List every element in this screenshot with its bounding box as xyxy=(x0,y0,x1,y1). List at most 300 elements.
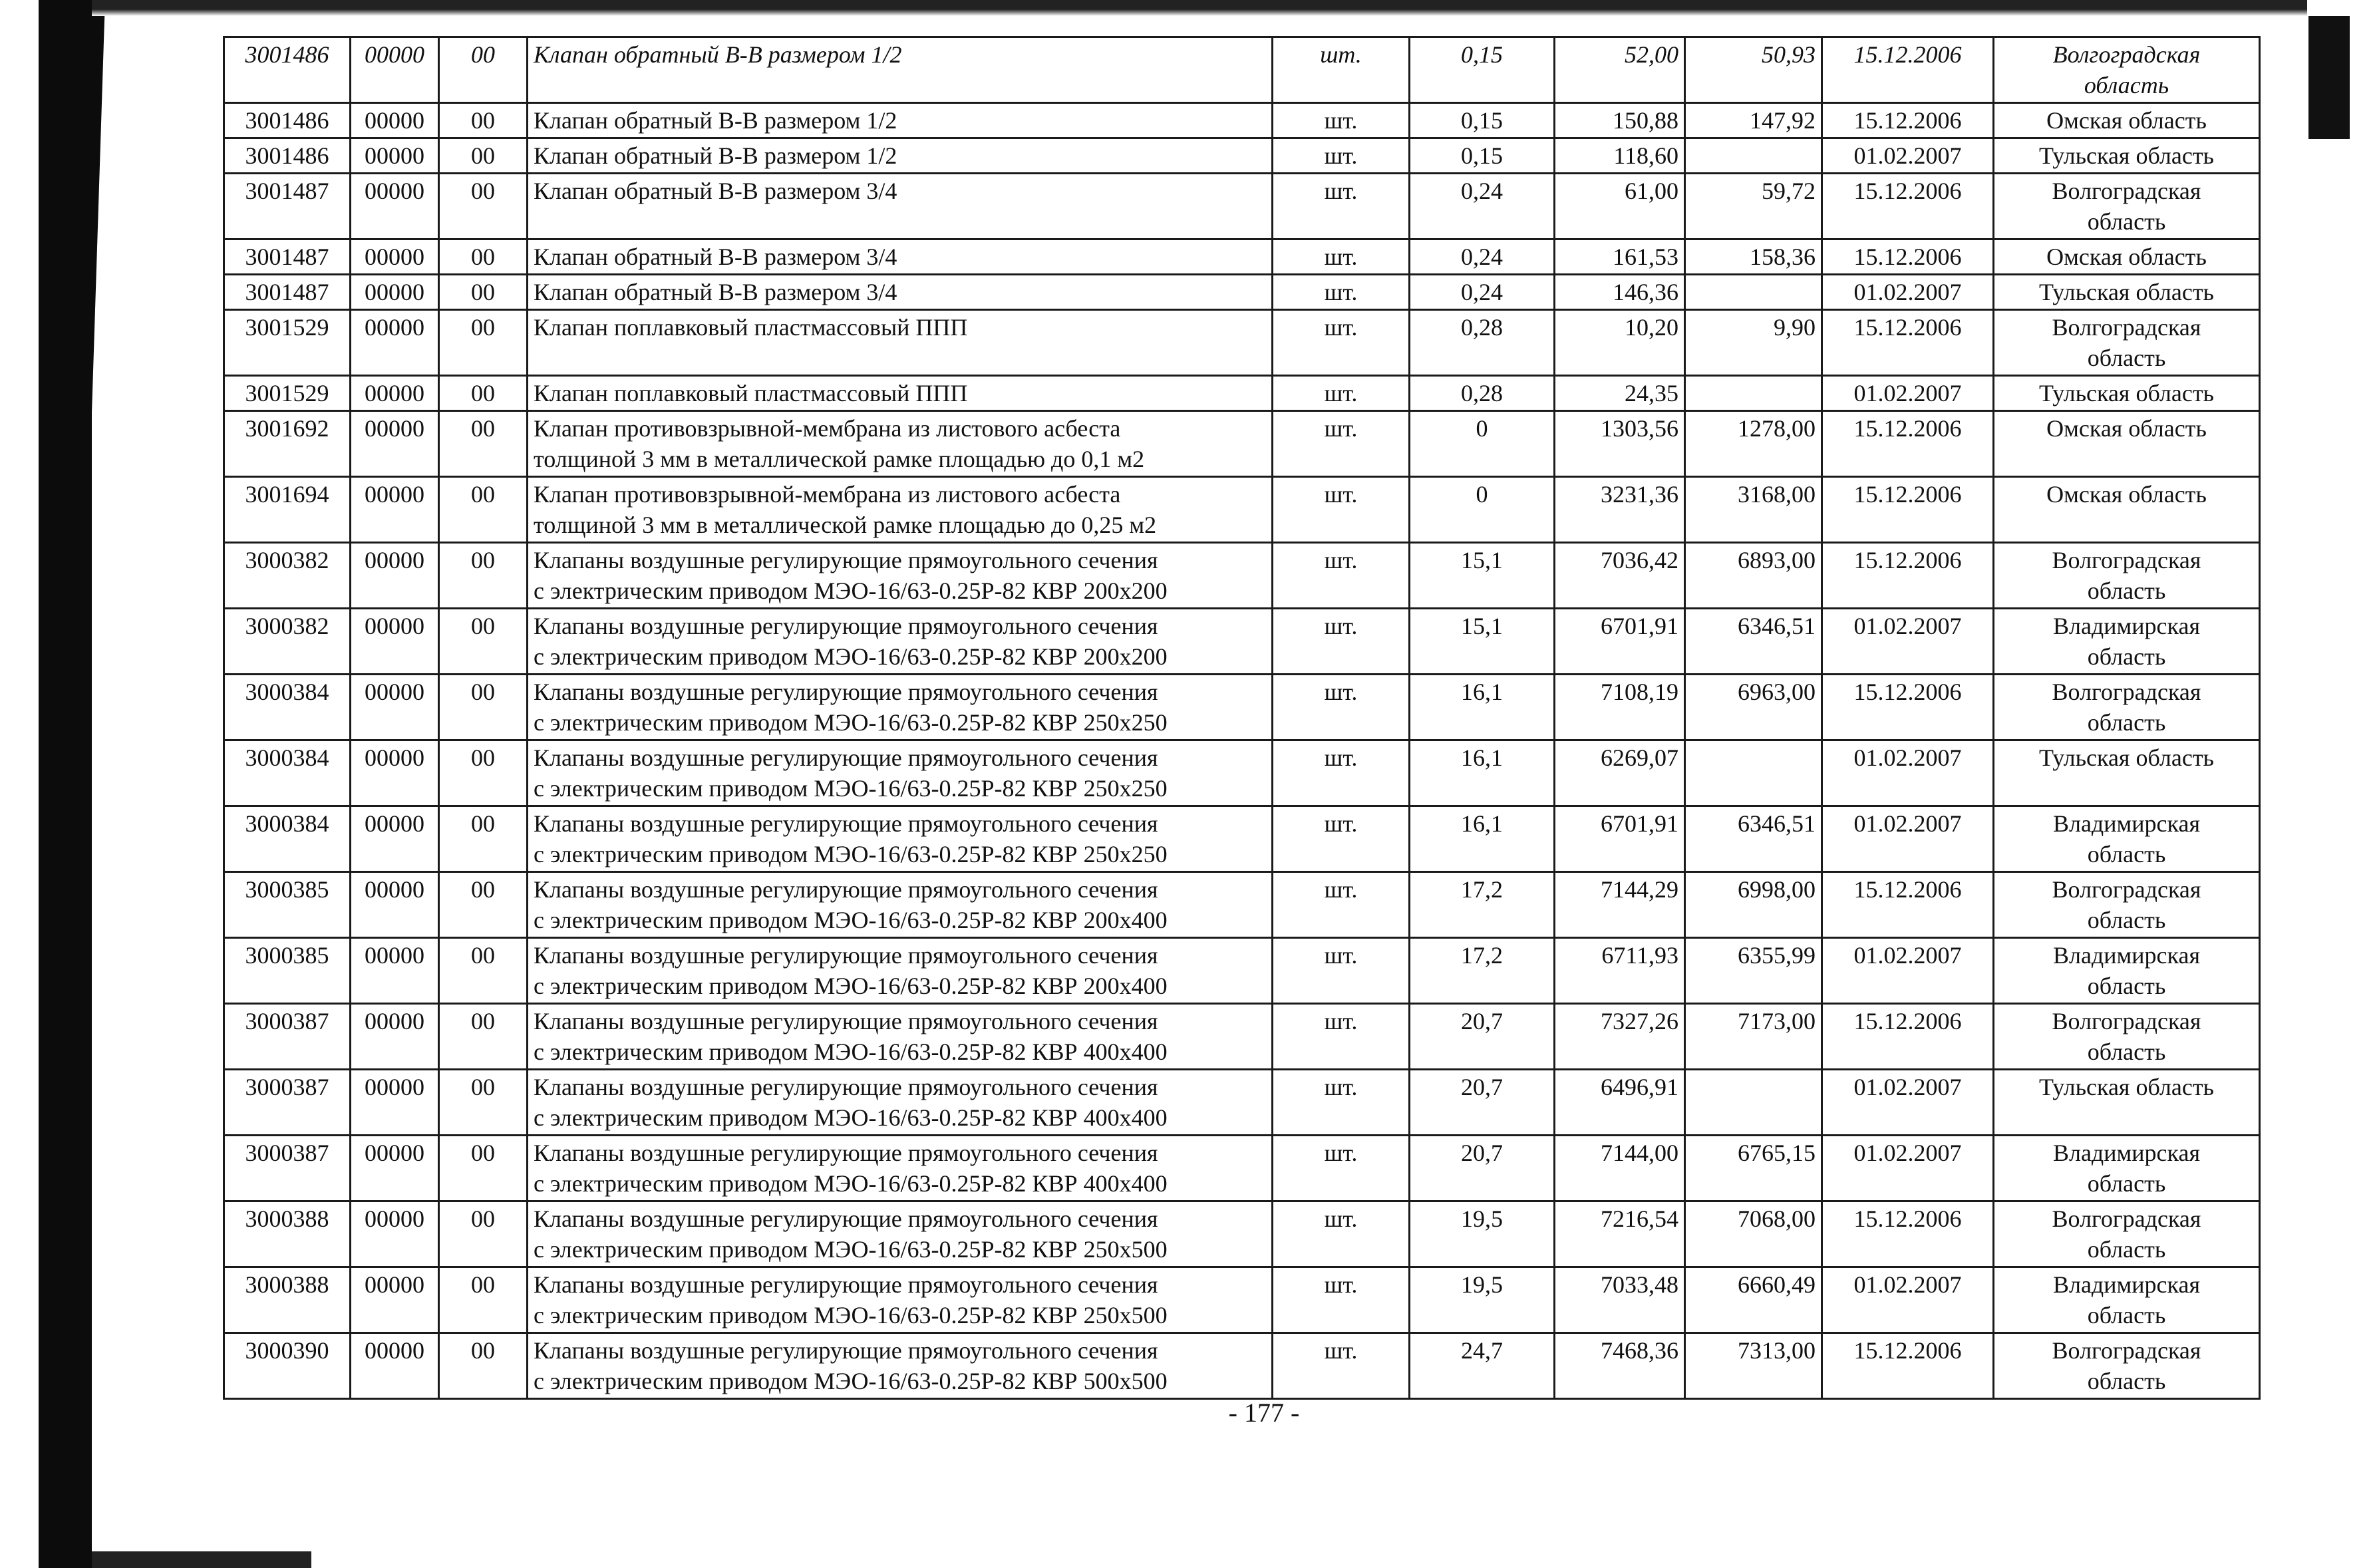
cell-line: Клапан обратный В-В размером 3/4 xyxy=(534,243,897,270)
cell-item-name xyxy=(528,1201,1273,1267)
cell-sub-code: 00000 xyxy=(351,872,439,938)
cell-price-with-vat: 7033,48 xyxy=(1555,1267,1685,1333)
cell-weight: 0,15 xyxy=(1410,138,1555,174)
cell-region xyxy=(1994,477,2260,543)
cell-region xyxy=(1994,1136,2260,1201)
cell-unit: шт. xyxy=(1273,543,1410,609)
cell-line: область xyxy=(2087,709,2166,736)
cell-line: с электрическим приводом МЭО-16/63-0.25Р-82 КВР 400х400 xyxy=(534,1038,1168,1065)
cell-item-name xyxy=(528,1004,1273,1070)
cell-line: с электрическим приводом МЭО-16/63-0.25Р-82 КВР 250х500 xyxy=(534,1236,1168,1263)
cell-price-with-vat: 6711,93 xyxy=(1555,938,1685,1004)
cell-price-without-vat: 9,90 xyxy=(1685,310,1822,376)
cell-line: с электрическим приводом МЭО-16/63-0.25Р-82 КВР 200х200 xyxy=(534,643,1168,670)
table-row xyxy=(224,1333,2260,1399)
cell-sub-code: 00000 xyxy=(351,275,439,310)
cell-item-code: 3000384 xyxy=(224,806,351,872)
cell-price-without-vat: 6765,15 xyxy=(1685,1136,1822,1201)
cell-item-name xyxy=(528,411,1273,477)
cell-line: Волгоградская xyxy=(2052,314,2201,341)
cell-variant-code: 00 xyxy=(439,174,528,239)
cell-weight: 17,2 xyxy=(1410,872,1555,938)
cell-line: Омская область xyxy=(2046,415,2207,442)
cell-item-code: 3000384 xyxy=(224,675,351,740)
cell-line: область xyxy=(2087,1302,2166,1329)
cell-line: Владимирская xyxy=(2052,810,2201,837)
cell-price-without-vat: 1278,00 xyxy=(1685,411,1822,477)
cell-sub-code: 00000 xyxy=(351,609,439,675)
cell-item-code: 3000387 xyxy=(224,1136,351,1201)
cell-region xyxy=(1994,1267,2260,1333)
cell-weight: 0,28 xyxy=(1410,310,1555,376)
cell-price-with-vat: 61,00 xyxy=(1555,174,1685,239)
cell-line: Клапан обратный В-В размером 1/2 xyxy=(534,107,897,134)
cell-line: с электрическим приводом МЭО-16/63-0.25Р-82 КВР 250х250 xyxy=(534,709,1168,736)
cell-price-with-vat: 6269,07 xyxy=(1555,740,1685,806)
cell-line: Клапан противовзрывной-мембрана из листового асбеста xyxy=(534,415,1121,442)
cell-line: Владимирская xyxy=(2052,1140,2201,1166)
cell-price-date: 15.12.2006 xyxy=(1822,310,1994,376)
scan-edge-left-shadow xyxy=(92,0,105,412)
cell-variant-code: 00 xyxy=(439,1136,528,1201)
cell-item-name xyxy=(528,37,1273,103)
cell-weight: 19,5 xyxy=(1410,1201,1555,1267)
cell-line: Волгоградская xyxy=(2052,41,2201,68)
cell-line: Владимирская xyxy=(2052,942,2201,969)
cell-sub-code: 00000 xyxy=(351,477,439,543)
cell-line: область xyxy=(2087,1038,2166,1065)
cell-weight: 0,24 xyxy=(1410,275,1555,310)
cell-line: Клапаны воздушные регулирующие прямоугольного сечения xyxy=(534,1337,1158,1364)
cell-item-name xyxy=(528,740,1273,806)
cell-item-code: 3001487 xyxy=(224,174,351,239)
cell-price-with-vat: 6496,91 xyxy=(1555,1070,1685,1136)
cell-unit: шт. xyxy=(1273,609,1410,675)
cell-price-date: 15.12.2006 xyxy=(1822,1333,1994,1399)
cell-line: Тульская область xyxy=(2039,279,2214,305)
cell-line: толщиной 3 мм в металлической рамке площадью до 0,25 м2 xyxy=(534,512,1157,538)
cell-line: с электрическим приводом МЭО-16/63-0.25Р-82 КВР 500х500 xyxy=(534,1368,1168,1394)
cell-variant-code: 00 xyxy=(439,1201,528,1267)
cell-unit: шт. xyxy=(1273,740,1410,806)
cell-line: Клапан поплавковый пластмассовый ППП xyxy=(534,314,968,341)
cell-region xyxy=(1994,138,2260,174)
cell-price-with-vat: 150,88 xyxy=(1555,103,1685,138)
cell-item-name xyxy=(528,239,1273,275)
cell-line: с электрическим приводом МЭО-16/63-0.25Р-82 КВР 250х500 xyxy=(534,1302,1168,1329)
cell-variant-code: 00 xyxy=(439,1333,528,1399)
cell-line: Омская область xyxy=(2046,107,2207,134)
cell-unit: шт. xyxy=(1273,1136,1410,1201)
cell-variant-code: 00 xyxy=(439,740,528,806)
cell-sub-code: 00000 xyxy=(351,1267,439,1333)
cell-price-with-vat: 7216,54 xyxy=(1555,1201,1685,1267)
cell-sub-code: 00000 xyxy=(351,675,439,740)
cell-sub-code: 00000 xyxy=(351,411,439,477)
cell-line: Клапаны воздушные регулирующие прямоугольного сечения xyxy=(534,1271,1158,1298)
cell-line: Клапан обратный В-В размером 1/2 xyxy=(534,142,897,169)
cell-line: Клапаны воздушные регулирующие прямоугольного сечения xyxy=(534,744,1158,771)
table-row xyxy=(224,740,2260,806)
cell-item-code: 3000387 xyxy=(224,1004,351,1070)
cell-line: область xyxy=(2087,973,2166,999)
cell-line: Клапан обратный В-В размером 3/4 xyxy=(534,178,897,204)
cell-variant-code: 00 xyxy=(439,675,528,740)
cell-price-with-vat: 1303,56 xyxy=(1555,411,1685,477)
cell-sub-code: 00000 xyxy=(351,138,439,174)
price-table xyxy=(223,36,2261,1400)
table-row xyxy=(224,938,2260,1004)
cell-price-date: 15.12.2006 xyxy=(1822,174,1994,239)
cell-price-without-vat: 158,36 xyxy=(1685,239,1822,275)
cell-item-name xyxy=(528,103,1273,138)
table-row xyxy=(224,675,2260,740)
cell-price-without-vat xyxy=(1685,138,1822,174)
cell-price-date: 01.02.2007 xyxy=(1822,376,1994,411)
cell-price-date: 15.12.2006 xyxy=(1822,872,1994,938)
price-table-body xyxy=(224,37,2260,1399)
cell-region xyxy=(1994,411,2260,477)
table-row xyxy=(224,1004,2260,1070)
cell-item-name xyxy=(528,376,1273,411)
cell-price-with-vat: 6701,91 xyxy=(1555,806,1685,872)
cell-item-name xyxy=(528,1333,1273,1399)
cell-sub-code: 00000 xyxy=(351,1333,439,1399)
cell-price-without-vat: 50,93 xyxy=(1685,37,1822,103)
cell-line: Клапан обратный В-В размером 1/2 xyxy=(534,41,902,68)
document-page xyxy=(223,36,2259,1400)
cell-line: Тульская область xyxy=(2039,1074,2214,1100)
cell-region xyxy=(1994,310,2260,376)
cell-sub-code: 00000 xyxy=(351,37,439,103)
cell-unit: шт. xyxy=(1273,103,1410,138)
cell-line: область xyxy=(2087,577,2166,604)
cell-item-code: 3001487 xyxy=(224,275,351,310)
cell-weight: 0,28 xyxy=(1410,376,1555,411)
cell-price-date: 01.02.2007 xyxy=(1822,138,1994,174)
table-row xyxy=(224,806,2260,872)
cell-unit: шт. xyxy=(1273,938,1410,1004)
cell-unit: шт. xyxy=(1273,806,1410,872)
cell-price-with-vat: 146,36 xyxy=(1555,275,1685,310)
cell-price-date: 01.02.2007 xyxy=(1822,740,1994,806)
cell-item-code: 3000382 xyxy=(224,609,351,675)
cell-price-without-vat: 3168,00 xyxy=(1685,477,1822,543)
cell-price-without-vat: 7068,00 xyxy=(1685,1201,1822,1267)
cell-sub-code: 00000 xyxy=(351,103,439,138)
table-row xyxy=(224,37,2260,103)
cell-item-code: 3000385 xyxy=(224,938,351,1004)
cell-variant-code: 00 xyxy=(439,376,528,411)
cell-item-code: 3000385 xyxy=(224,872,351,938)
cell-line: Тульская область xyxy=(2039,744,2214,771)
cell-line: Клапаны воздушные регулирующие прямоугольного сечения xyxy=(534,810,1158,837)
cell-item-name xyxy=(528,138,1273,174)
cell-price-date: 15.12.2006 xyxy=(1822,411,1994,477)
cell-variant-code: 00 xyxy=(439,1267,528,1333)
cell-weight: 16,1 xyxy=(1410,675,1555,740)
cell-region xyxy=(1994,103,2260,138)
cell-sub-code: 00000 xyxy=(351,174,439,239)
cell-line: Волгоградская xyxy=(2052,178,2201,204)
cell-price-date: 15.12.2006 xyxy=(1822,37,1994,103)
cell-price-date: 15.12.2006 xyxy=(1822,103,1994,138)
cell-price-date: 01.02.2007 xyxy=(1822,1267,1994,1333)
cell-variant-code: 00 xyxy=(439,543,528,609)
cell-item-code: 3001529 xyxy=(224,376,351,411)
cell-price-with-vat: 118,60 xyxy=(1555,138,1685,174)
cell-weight: 0,15 xyxy=(1410,37,1555,103)
cell-region xyxy=(1994,806,2260,872)
table-row xyxy=(224,103,2260,138)
cell-unit: шт. xyxy=(1273,275,1410,310)
cell-sub-code: 00000 xyxy=(351,1201,439,1267)
cell-price-with-vat: 7144,29 xyxy=(1555,872,1685,938)
cell-region xyxy=(1994,675,2260,740)
cell-variant-code: 00 xyxy=(439,37,528,103)
cell-weight: 0,24 xyxy=(1410,239,1555,275)
cell-line: Тульская область xyxy=(2039,380,2214,406)
cell-line: Клапаны воздушные регулирующие прямоугольного сечения xyxy=(534,613,1158,639)
cell-region xyxy=(1994,609,2260,675)
table-row xyxy=(224,1201,2260,1267)
scan-edge-top xyxy=(92,0,2307,16)
cell-line: область xyxy=(2084,72,2169,98)
cell-line: Клапан обратный В-В размером 3/4 xyxy=(534,279,897,305)
cell-region xyxy=(1994,376,2260,411)
cell-price-without-vat xyxy=(1685,1070,1822,1136)
cell-price-date: 15.12.2006 xyxy=(1822,1201,1994,1267)
cell-price-date: 01.02.2007 xyxy=(1822,1070,1994,1136)
cell-price-without-vat: 147,92 xyxy=(1685,103,1822,138)
cell-variant-code: 00 xyxy=(439,275,528,310)
cell-line: Клапаны воздушные регулирующие прямоугольного сечения xyxy=(534,1205,1158,1232)
cell-weight: 0 xyxy=(1410,411,1555,477)
cell-line: область xyxy=(2087,1236,2166,1263)
cell-unit: шт. xyxy=(1273,239,1410,275)
cell-price-date: 01.02.2007 xyxy=(1822,938,1994,1004)
cell-line: Омская область xyxy=(2046,481,2207,508)
cell-line: с электрическим приводом МЭО-16/63-0.25Р-82 КВР 250х250 xyxy=(534,841,1168,867)
cell-price-with-vat: 7108,19 xyxy=(1555,675,1685,740)
cell-line: область xyxy=(2087,208,2166,235)
table-row xyxy=(224,1267,2260,1333)
cell-weight: 19,5 xyxy=(1410,1267,1555,1333)
cell-line: толщиной 3 мм в металлической рамке площадью до 0,1 м2 xyxy=(534,446,1145,472)
cell-region xyxy=(1994,1333,2260,1399)
cell-item-name xyxy=(528,477,1273,543)
cell-price-without-vat xyxy=(1685,275,1822,310)
cell-unit: шт. xyxy=(1273,675,1410,740)
cell-item-name xyxy=(528,806,1273,872)
cell-price-date: 15.12.2006 xyxy=(1822,239,1994,275)
cell-variant-code: 00 xyxy=(439,1070,528,1136)
cell-unit: шт. xyxy=(1273,174,1410,239)
cell-weight: 20,7 xyxy=(1410,1070,1555,1136)
cell-line: Волгоградская xyxy=(2052,1337,2201,1364)
cell-variant-code: 00 xyxy=(439,872,528,938)
cell-price-without-vat: 6355,99 xyxy=(1685,938,1822,1004)
cell-line: с электрическим приводом МЭО-16/63-0.25Р-82 КВР 200х400 xyxy=(534,973,1168,999)
cell-price-without-vat: 6893,00 xyxy=(1685,543,1822,609)
cell-weight: 17,2 xyxy=(1410,938,1555,1004)
cell-line: Клапаны воздушные регулирующие прямоугольного сечения xyxy=(534,876,1158,903)
cell-region xyxy=(1994,174,2260,239)
cell-weight: 0 xyxy=(1410,477,1555,543)
cell-region xyxy=(1994,938,2260,1004)
cell-item-name xyxy=(528,310,1273,376)
cell-variant-code: 00 xyxy=(439,938,528,1004)
cell-unit: шт. xyxy=(1273,477,1410,543)
cell-price-with-vat: 52,00 xyxy=(1555,37,1685,103)
cell-item-code: 3000382 xyxy=(224,543,351,609)
table-row xyxy=(224,310,2260,376)
cell-price-date: 01.02.2007 xyxy=(1822,1136,1994,1201)
cell-price-with-vat: 7468,36 xyxy=(1555,1333,1685,1399)
scan-edge-right xyxy=(2308,16,2350,139)
cell-region xyxy=(1994,239,2260,275)
cell-region xyxy=(1994,872,2260,938)
cell-unit: шт. xyxy=(1273,376,1410,411)
cell-line: Клапан поплавковый пластмассовый ППП xyxy=(534,380,968,406)
table-row xyxy=(224,543,2260,609)
cell-item-code: 3001692 xyxy=(224,411,351,477)
table-row xyxy=(224,477,2260,543)
cell-line: Волгоградская xyxy=(2052,1008,2201,1034)
cell-price-date: 01.02.2007 xyxy=(1822,609,1994,675)
cell-unit: шт. xyxy=(1273,411,1410,477)
cell-price-with-vat: 161,53 xyxy=(1555,239,1685,275)
cell-line: Волгоградская xyxy=(2052,679,2201,705)
cell-item-name xyxy=(528,872,1273,938)
cell-line: с электрическим приводом МЭО-16/63-0.25Р-82 КВР 250х250 xyxy=(534,775,1168,802)
cell-line: Тульская область xyxy=(2039,142,2214,169)
cell-line: Волгоградская xyxy=(2052,1205,2201,1232)
cell-region xyxy=(1994,275,2260,310)
cell-weight: 24,7 xyxy=(1410,1333,1555,1399)
cell-line: с электрическим приводом МЭО-16/63-0.25Р-82 КВР 200х200 xyxy=(534,577,1168,604)
cell-sub-code: 00000 xyxy=(351,740,439,806)
cell-price-with-vat: 6701,91 xyxy=(1555,609,1685,675)
cell-variant-code: 00 xyxy=(439,806,528,872)
cell-price-with-vat: 7036,42 xyxy=(1555,543,1685,609)
scan-edge-left xyxy=(39,0,92,1568)
cell-sub-code: 00000 xyxy=(351,1004,439,1070)
cell-item-code: 3000390 xyxy=(224,1333,351,1399)
scan-edge-bottom xyxy=(92,1551,311,1568)
cell-line: с электрическим приводом МЭО-16/63-0.25Р-82 КВР 200х400 xyxy=(534,907,1168,933)
cell-item-code: 3000388 xyxy=(224,1267,351,1333)
cell-item-name xyxy=(528,174,1273,239)
cell-line: Владимирская xyxy=(2052,613,2201,639)
cell-unit: шт. xyxy=(1273,310,1410,376)
cell-item-code: 3000388 xyxy=(224,1201,351,1267)
table-row xyxy=(224,1070,2260,1136)
cell-weight: 15,1 xyxy=(1410,609,1555,675)
cell-sub-code: 00000 xyxy=(351,310,439,376)
cell-unit: шт. xyxy=(1273,1267,1410,1333)
cell-unit: шт. xyxy=(1273,1004,1410,1070)
cell-line: область xyxy=(2087,1368,2166,1394)
cell-item-name xyxy=(528,1070,1273,1136)
cell-variant-code: 00 xyxy=(439,138,528,174)
cell-line: Клапан противовзрывной-мембрана из листового асбеста xyxy=(534,481,1121,508)
cell-line: область xyxy=(2087,841,2166,867)
cell-weight: 20,7 xyxy=(1410,1136,1555,1201)
cell-item-name xyxy=(528,609,1273,675)
cell-item-name xyxy=(528,543,1273,609)
cell-price-without-vat: 7313,00 xyxy=(1685,1333,1822,1399)
cell-item-code: 3001694 xyxy=(224,477,351,543)
cell-price-without-vat: 59,72 xyxy=(1685,174,1822,239)
cell-price-without-vat: 6963,00 xyxy=(1685,675,1822,740)
cell-item-name xyxy=(528,275,1273,310)
cell-line: область xyxy=(2087,643,2166,670)
cell-weight: 16,1 xyxy=(1410,806,1555,872)
cell-item-name xyxy=(528,1267,1273,1333)
page-number: - 177 - xyxy=(1228,1398,1300,1428)
cell-region xyxy=(1994,1201,2260,1267)
cell-line: Владимирская xyxy=(2052,1271,2201,1298)
table-row xyxy=(224,609,2260,675)
cell-price-date: 15.12.2006 xyxy=(1822,675,1994,740)
cell-line: Клапаны воздушные регулирующие прямоугольного сечения xyxy=(534,679,1158,705)
cell-sub-code: 00000 xyxy=(351,239,439,275)
cell-price-without-vat: 6998,00 xyxy=(1685,872,1822,938)
cell-region xyxy=(1994,1070,2260,1136)
table-row xyxy=(224,239,2260,275)
cell-item-code: 3001486 xyxy=(224,103,351,138)
cell-weight: 16,1 xyxy=(1410,740,1555,806)
cell-variant-code: 00 xyxy=(439,310,528,376)
cell-line: с электрическим приводом МЭО-16/63-0.25Р-82 КВР 400х400 xyxy=(534,1170,1168,1197)
cell-unit: шт. xyxy=(1273,1201,1410,1267)
cell-region xyxy=(1994,1004,2260,1070)
cell-price-date: 01.02.2007 xyxy=(1822,806,1994,872)
cell-price-date: 15.12.2006 xyxy=(1822,477,1994,543)
cell-region xyxy=(1994,740,2260,806)
cell-line: область xyxy=(2087,907,2166,933)
cell-weight: 0,24 xyxy=(1410,174,1555,239)
cell-item-code: 3000387 xyxy=(224,1070,351,1136)
cell-sub-code: 00000 xyxy=(351,806,439,872)
table-row xyxy=(224,275,2260,310)
cell-line: Клапаны воздушные регулирующие прямоугольного сечения xyxy=(534,1140,1158,1166)
cell-line: Клапаны воздушные регулирующие прямоугольного сечения xyxy=(534,942,1158,969)
cell-unit: шт. xyxy=(1273,138,1410,174)
cell-item-code: 3000384 xyxy=(224,740,351,806)
cell-price-without-vat: 6660,49 xyxy=(1685,1267,1822,1333)
cell-variant-code: 00 xyxy=(439,239,528,275)
cell-price-without-vat: 7173,00 xyxy=(1685,1004,1822,1070)
cell-weight: 0,15 xyxy=(1410,103,1555,138)
table-row xyxy=(224,174,2260,239)
cell-price-date: 01.02.2007 xyxy=(1822,275,1994,310)
cell-item-name xyxy=(528,1136,1273,1201)
cell-line: область xyxy=(2087,345,2166,371)
table-row xyxy=(224,411,2260,477)
cell-item-code: 3001486 xyxy=(224,138,351,174)
cell-sub-code: 00000 xyxy=(351,376,439,411)
cell-item-code: 3001529 xyxy=(224,310,351,376)
cell-sub-code: 00000 xyxy=(351,1136,439,1201)
cell-item-name xyxy=(528,938,1273,1004)
cell-unit: шт. xyxy=(1273,1333,1410,1399)
cell-line: Клапаны воздушные регулирующие прямоугольного сечения xyxy=(534,1008,1158,1034)
cell-line: Омская область xyxy=(2046,243,2207,270)
cell-weight: 20,7 xyxy=(1410,1004,1555,1070)
cell-price-with-vat: 24,35 xyxy=(1555,376,1685,411)
